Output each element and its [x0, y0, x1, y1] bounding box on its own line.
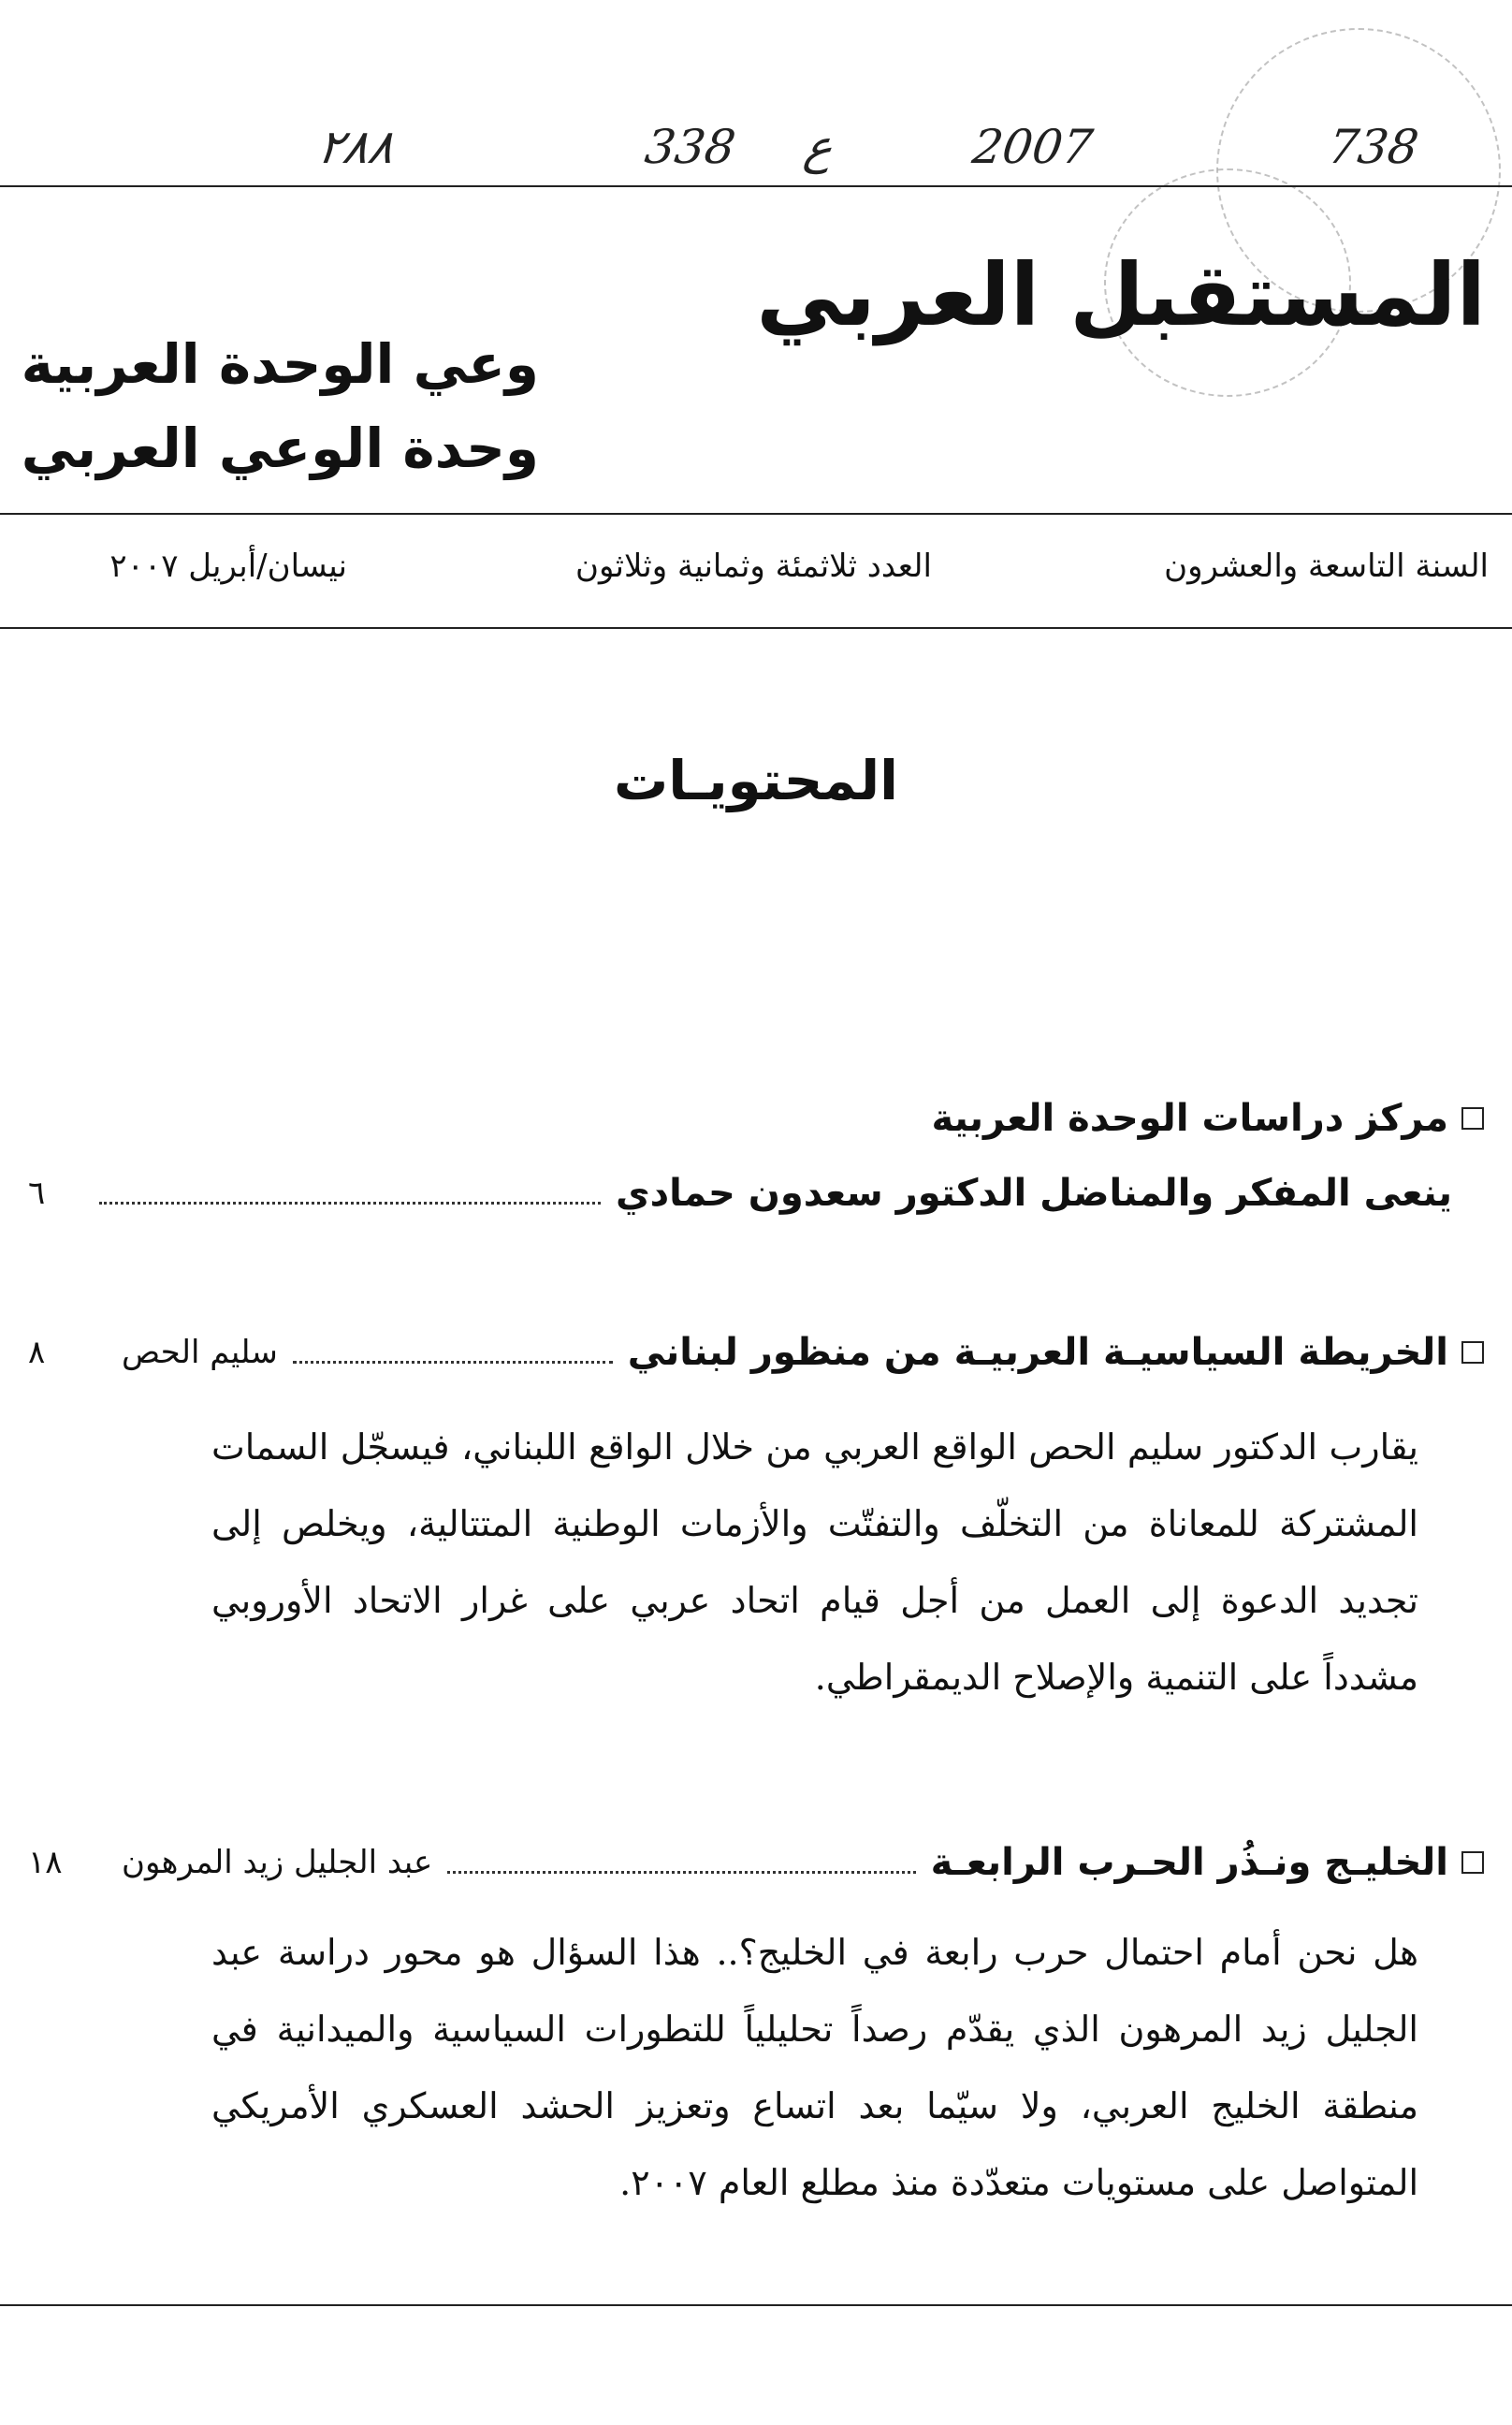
issue-number: العدد ثلاثمئة وثمانية وثلاثون	[575, 548, 932, 585]
entry-summary: هل نحن أمام احتمال حرب رابعة في الخليج؟.. هذا السؤال هو محور دراسة عبد الجليل زيد المرهون الذي يقدّم رصداً تحليلياً للتطورات السياسية والميدانية في منطقة الخليج العربي، ولا سيّما بعد اتساع وتعزيز الحشد العسكري الأمريكي المتواصل على مستويات متعدّدة منذ مطلع العام ٢٠٠٧.	[211, 1932, 1418, 2203]
toc-entry-line	[28, 1090, 1484, 1147]
toc-entry-line[interactable]	[28, 1834, 1484, 1891]
handwritten-mark: 338	[641, 120, 739, 174]
handwritten-mark: 738	[1324, 120, 1422, 174]
issue-title-line-2: وحدة الوعي العربي	[21, 416, 539, 480]
page-number: ١٨	[28, 1844, 63, 1881]
entry-summary: يقارب الدكتور سليم الحص الواقع العربي من خلال الواقع اللبناني، فيسجّل السمات المشتركة للمعاناة من التخلّف والتفتّت والأزمات الوطنية المتتالية، ويخلص إلى تجديد الدعوة إلى العمل من أجل قيام اتحاد عربي على غرار الاتحاد الأوروبي مشدداً على التنمية والإصلاح الديمقراطي.	[211, 1426, 1418, 1698]
issue-year: السنة التاسعة والعشرون	[1164, 548, 1489, 585]
masthead-rule	[0, 513, 1512, 515]
entry-title: ينعى المفكر والمناضل الدكتور سعدون حمادي	[615, 1172, 1452, 1215]
entry-title: الخليـج ونـذُر الحـرب الرابعـة	[930, 1841, 1448, 1884]
journal-logo: المستقبل العربي	[756, 245, 1486, 345]
entry-title: الخريطة السياسيـة العربيـة من منظور لبناني	[627, 1331, 1448, 1374]
entry-title: مركز دراسات الوحدة العربية	[931, 1097, 1448, 1140]
page-number: ٦	[28, 1175, 46, 1212]
entry-author: سليم الحص	[122, 1334, 278, 1371]
page-number: ٨	[28, 1334, 46, 1371]
issue-date: نيسان/أبريل ٢٠٠٧	[109, 548, 347, 585]
leader-dots	[447, 1871, 915, 1874]
leader-dots	[99, 1202, 601, 1205]
entry-author: عبد الجليل زيد المرهون	[122, 1844, 433, 1881]
bottom-rule	[0, 2304, 1512, 2306]
toc-entry-line[interactable]	[28, 1324, 1484, 1380]
checkbox-square-icon	[1461, 1851, 1484, 1874]
contents-heading: المحتويـات	[613, 749, 899, 812]
toc-entry-line[interactable]	[28, 1165, 1484, 1221]
handwritten-mark: ٢٨٨	[313, 120, 398, 174]
issue-title-line-1: وعي الوحدة العربية	[21, 332, 539, 396]
leader-dots	[293, 1361, 613, 1364]
top-rule	[0, 185, 1512, 187]
checkbox-square-icon	[1461, 1341, 1484, 1364]
info-rule	[0, 627, 1512, 629]
handwritten-mark: ع	[800, 120, 836, 174]
checkbox-square-icon	[1461, 1107, 1484, 1130]
handwritten-mark: 2007	[968, 120, 1097, 174]
